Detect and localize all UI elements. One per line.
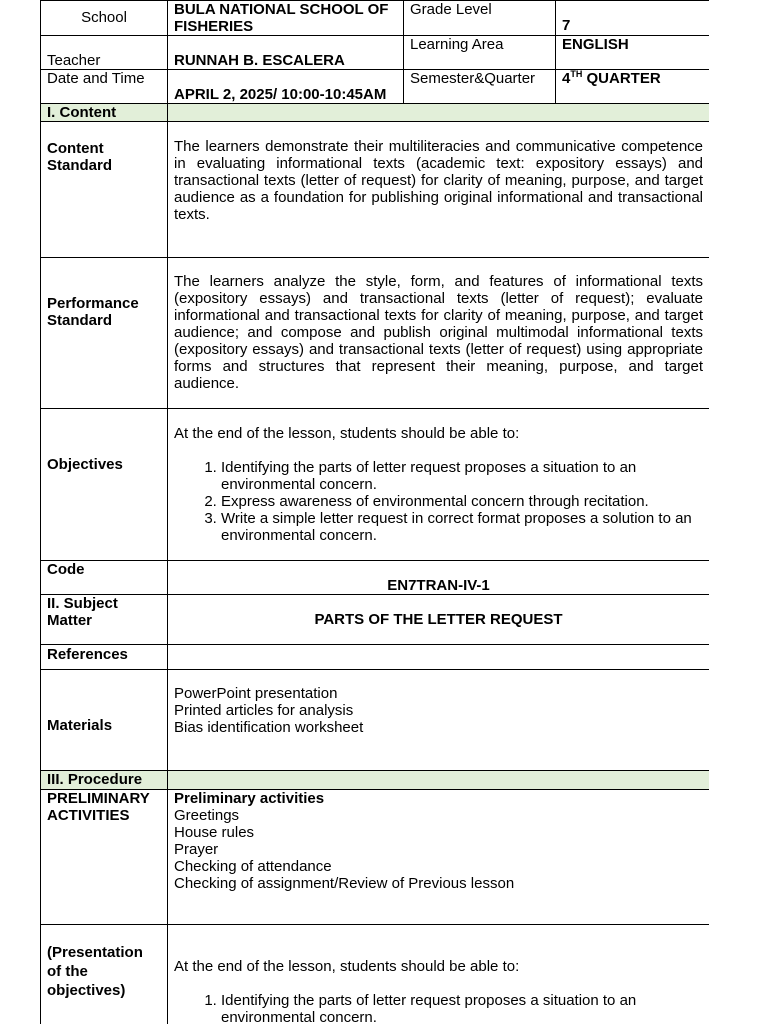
presentation-cell — [168, 925, 710, 1024]
prelim-title: Preliminary activities — [174, 790, 325, 807]
performance-standard-row — [41, 258, 710, 409]
date-label: Date and Time — [41, 70, 168, 104]
presentation-list — [174, 992, 703, 1024]
content-standard-label: Content Standard — [41, 122, 168, 258]
prelim-row — [41, 790, 710, 925]
code-row — [41, 561, 710, 595]
school-value: BULA NATIONAL SCHOOL OF FISHERIES — [168, 1, 404, 36]
prelim-label: PRELIMINARY ACTIVITIES — [41, 790, 168, 925]
header-row-date — [41, 70, 710, 104]
materials-row — [41, 670, 710, 771]
objectives-intro: At the end of the lesson, students should be able to: — [174, 425, 520, 442]
references-row — [41, 645, 710, 670]
code-label: Code — [41, 561, 168, 595]
section-content-row — [41, 104, 710, 122]
grade-value: 7 — [556, 1, 710, 36]
prelim-item: Greetings — [174, 807, 240, 824]
performance-standard-label: Performance Standard — [41, 258, 168, 409]
objectives-cell — [168, 409, 710, 561]
subject-value: PARTS OF THE LETTER REQUEST — [168, 595, 710, 645]
content-standard-row — [41, 122, 710, 258]
lesson-plan-table — [40, 0, 709, 1024]
school-label: School — [41, 1, 168, 36]
area-value: ENGLISH — [556, 36, 710, 70]
presentation-item: 1. Identifying the parts of letter request proposes a situation to an environmental concern. — [221, 992, 703, 1024]
objectives-row — [41, 409, 710, 561]
teacher-value: RUNNAH B. ESCALERA — [168, 36, 404, 70]
references-label: References — [41, 645, 168, 670]
content-standard-text: The learners demonstrate their multiliteracies and communicative competence in evaluating informational texts (academic text: expository essays) and transactional texts (letter of request) for clarity of meaning, purpose, and target audience as a foundation for publishing original informational and transactional texts. — [168, 122, 710, 258]
teacher-label: Teacher — [41, 36, 168, 70]
area-label: Learning Area — [404, 36, 556, 70]
presentation-label: (Presentation of the objectives) — [41, 925, 168, 1024]
prelim-item: Prayer — [174, 841, 219, 858]
section-procedure-row — [41, 771, 710, 790]
quarter-sup: TH — [570, 69, 583, 79]
section-procedure-title: III. Procedure — [41, 771, 168, 790]
material-item: Bias identification worksheet — [174, 719, 364, 736]
prelim-item: House rules — [174, 824, 255, 841]
prelim-item: Checking of assignment/Review of Previous lesson — [174, 875, 515, 892]
materials-label: Materials — [41, 670, 168, 771]
objective-item: 1. Identifying the parts of letter request proposes a situation to an environmental concern. — [221, 459, 703, 493]
objectives-label: Objectives — [41, 409, 168, 561]
quarter-value — [556, 70, 710, 104]
prelim-cell — [168, 790, 710, 925]
lesson-plan-page — [40, 0, 709, 1024]
quarter-num: 4 — [562, 70, 571, 87]
material-item: Printed articles for analysis — [174, 702, 354, 719]
subject-row — [41, 595, 710, 645]
objectives-list — [174, 459, 703, 544]
presentation-row — [41, 925, 710, 1024]
materials-cell — [168, 670, 710, 771]
presentation-intro: At the end of the lesson, students should be able to: — [174, 958, 520, 975]
material-item: PowerPoint presentation — [174, 685, 338, 702]
date-value: APRIL 2, 2025/ 10:00-10:45AM — [168, 70, 404, 104]
performance-standard-text: The learners analyze the style, form, and features of informational texts (expository essays) and transactional texts (letter of request); evaluate informational and transactional texts for clarity of meaning, purpose, and target audience; and compose and publish original multimodal informational texts (expository essays) and transactional texts (letter of request) using appropriate forms and structures that represent their meaning, purpose, and target audience. — [168, 258, 710, 409]
prelim-item: Checking of attendance — [174, 858, 332, 875]
quarter-word: QUARTER — [582, 70, 661, 87]
subject-label: II. Subject Matter — [41, 595, 168, 645]
header-row-school — [41, 1, 710, 36]
grade-label: Grade Level — [404, 1, 556, 36]
objective-item: 2. Express awareness of environmental concern through recitation. — [221, 493, 703, 510]
code-value: EN7TRAN-IV-1 — [168, 561, 710, 595]
section-content-title: I. Content — [41, 104, 168, 122]
header-row-teacher — [41, 36, 710, 70]
semester-label: Semester&Quarter — [404, 70, 556, 104]
objective-item: 3. Write a simple letter request in correct format proposes a solution to an environmental concern. — [221, 510, 703, 544]
